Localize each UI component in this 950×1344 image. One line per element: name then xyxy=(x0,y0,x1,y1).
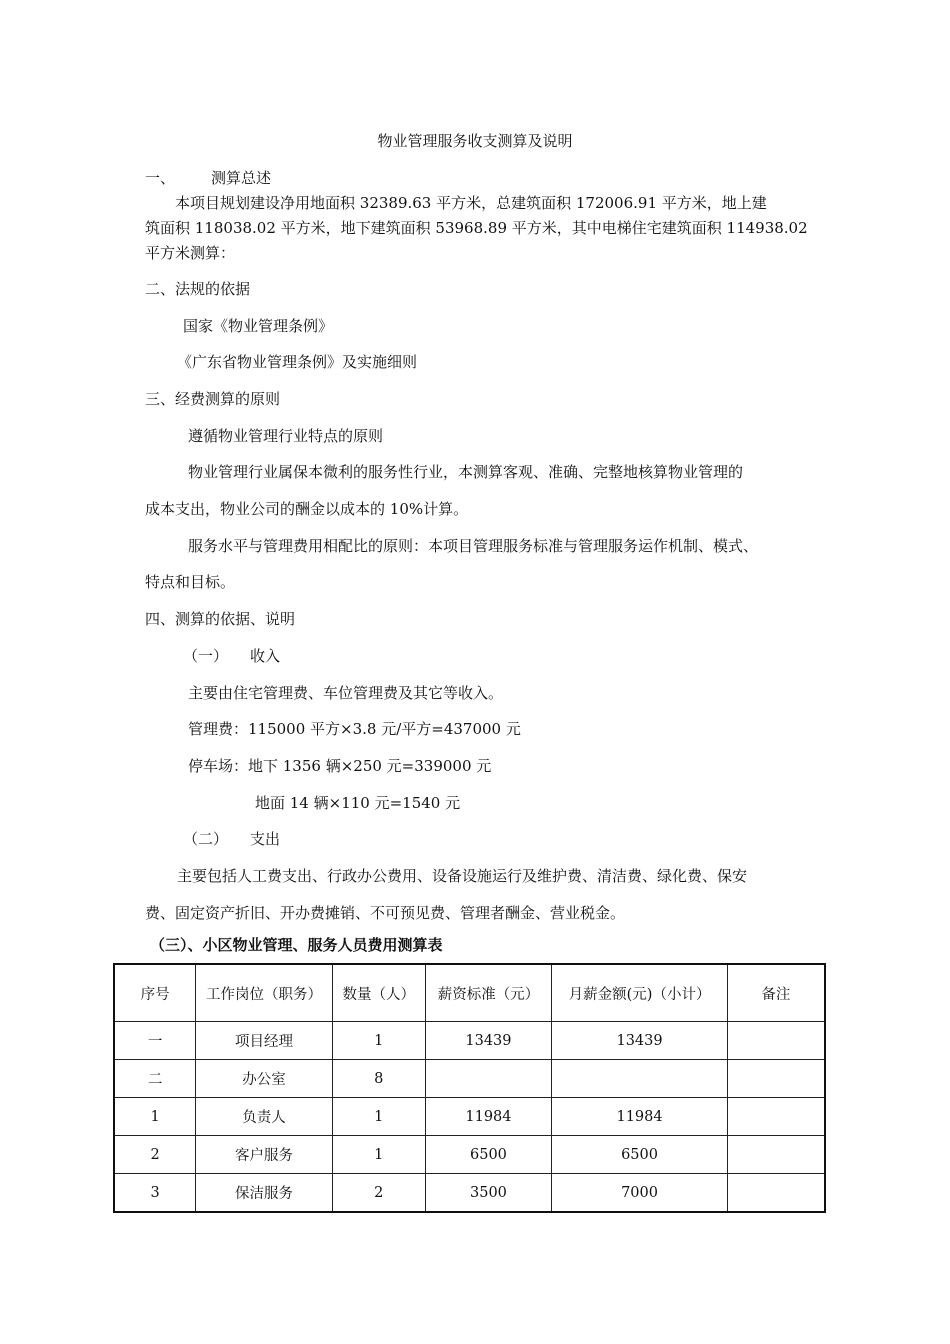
table-row xyxy=(114,1060,825,1098)
table-cell: 6500 xyxy=(425,1136,552,1174)
table-cell: 11984 xyxy=(552,1098,727,1136)
table-cell: 3 xyxy=(114,1174,196,1213)
header-cell: 工作岗位（职务） xyxy=(196,964,333,1022)
section-1-text-line: 本项目规划建设净用地面积 32389.63 平方米，总建筑面积 172006.91 平方米，地上建 xyxy=(175,194,767,212)
table-cell: 1 xyxy=(332,1136,425,1174)
income-line: 管理费：115000 平方×3.8 元/平方=437000 元 xyxy=(188,720,521,738)
header-cell: 备注 xyxy=(727,964,825,1022)
section-3-heading: 三、经费测算的原则 xyxy=(145,390,281,408)
table-row xyxy=(114,1174,825,1213)
table-cell: 一 xyxy=(114,1022,196,1060)
income-heading xyxy=(183,646,280,666)
expense-line: 费、固定资产折旧、开办费摊销、不可预见费、管理者酬金、营业税金。 xyxy=(145,904,626,922)
table-row xyxy=(114,1022,825,1060)
expense-number: （二） xyxy=(183,830,229,848)
income-line: 主要由住宅管理费、车位管理费及其它等收入。 xyxy=(188,684,504,702)
table-cell xyxy=(727,1022,825,1060)
table-cell xyxy=(727,1098,825,1136)
table-cell: 办公室 xyxy=(196,1060,333,1098)
principle-line: 物业管理行业属保本微利的服务性行业，本测算客观、准确、完整地核算物业管理的 xyxy=(188,463,744,481)
header-cell: 薪资标准（元） xyxy=(425,964,552,1022)
section-1-number: 一、 xyxy=(145,169,176,187)
principle-line: 服务水平与管理费用相配比的原则：本项目管理服务标准与管理服务运作机制、模式、 xyxy=(188,537,759,555)
header-cell: 序号 xyxy=(114,964,196,1022)
table-cell: 1 xyxy=(332,1098,425,1136)
principle-line: 特点和目标。 xyxy=(145,573,236,591)
table-cell: 8 xyxy=(332,1060,425,1098)
table-cell: 6500 xyxy=(552,1136,727,1174)
income-number: （一） xyxy=(183,647,229,665)
table-cell: 11984 xyxy=(425,1098,552,1136)
regulation-item: 国家《物业管理条例》 xyxy=(183,317,334,335)
table-cell xyxy=(727,1174,825,1213)
section-1-heading xyxy=(145,168,271,188)
table-cell: 客户服务 xyxy=(196,1136,333,1174)
expense-heading xyxy=(183,829,280,849)
table-cell: 13439 xyxy=(552,1022,727,1060)
section-2-heading: 二、法规的依据 xyxy=(145,280,251,298)
table-cell: 13439 xyxy=(425,1022,552,1060)
table-cell: 7000 xyxy=(552,1174,727,1213)
table-row xyxy=(114,1136,825,1174)
table-header-row xyxy=(114,964,825,1022)
section-1-text-line: 平方米测算： xyxy=(145,244,236,262)
table-cell: 2 xyxy=(332,1174,425,1213)
table-cell xyxy=(727,1136,825,1174)
staff-cost-table xyxy=(113,963,826,1213)
table-cell xyxy=(552,1060,727,1098)
table-cell: 1 xyxy=(332,1022,425,1060)
expense-title: 支出 xyxy=(250,830,281,848)
header-cell: 月薪金额(元)（小计） xyxy=(552,964,727,1022)
table-cell: 3500 xyxy=(425,1174,552,1213)
table-cell: 1 xyxy=(114,1098,196,1136)
section-1-title: 测算总述 xyxy=(211,169,272,187)
expense-line: 主要包括人工费支出、行政办公费用、设备设施运行及维护费、清洁费、绿化费、保安 xyxy=(177,867,748,885)
header-cell: 数量（人） xyxy=(332,964,425,1022)
section-1-text-line: 筑面积 118038.02 平方米，地下建筑面积 53968.89 平方米，其中电梯住宅建筑面积 114938.02 xyxy=(145,219,808,237)
income-title: 收入 xyxy=(250,647,281,665)
income-line: 停车场：地下 1356 辆×250 元=339000 元 xyxy=(188,757,492,775)
principle-line: 成本支出，物业公司的酬金以成本的 10%计算。 xyxy=(145,500,469,518)
table-row xyxy=(114,1098,825,1136)
table-cell: 保洁服务 xyxy=(196,1174,333,1213)
table-cell: 负责人 xyxy=(196,1098,333,1136)
table-cell: 2 xyxy=(114,1136,196,1174)
section-4-heading: 四、测算的依据、说明 xyxy=(145,610,296,628)
table-title: （三）、小区物业管理、服务人员费用测算表 xyxy=(150,936,443,954)
regulation-item: 《广东省物业管理条例》及实施细则 xyxy=(177,353,418,371)
table-cell xyxy=(727,1060,825,1098)
table-cell: 二 xyxy=(114,1060,196,1098)
income-line: 地面 14 辆×110 元=1540 元 xyxy=(255,794,461,812)
page-title: 物业管理服务收支测算及说明 xyxy=(377,132,573,150)
table-cell: 项目经理 xyxy=(196,1022,333,1060)
table-cell xyxy=(425,1060,552,1098)
principle-line: 遵循物业管理行业特点的原则 xyxy=(188,427,384,445)
